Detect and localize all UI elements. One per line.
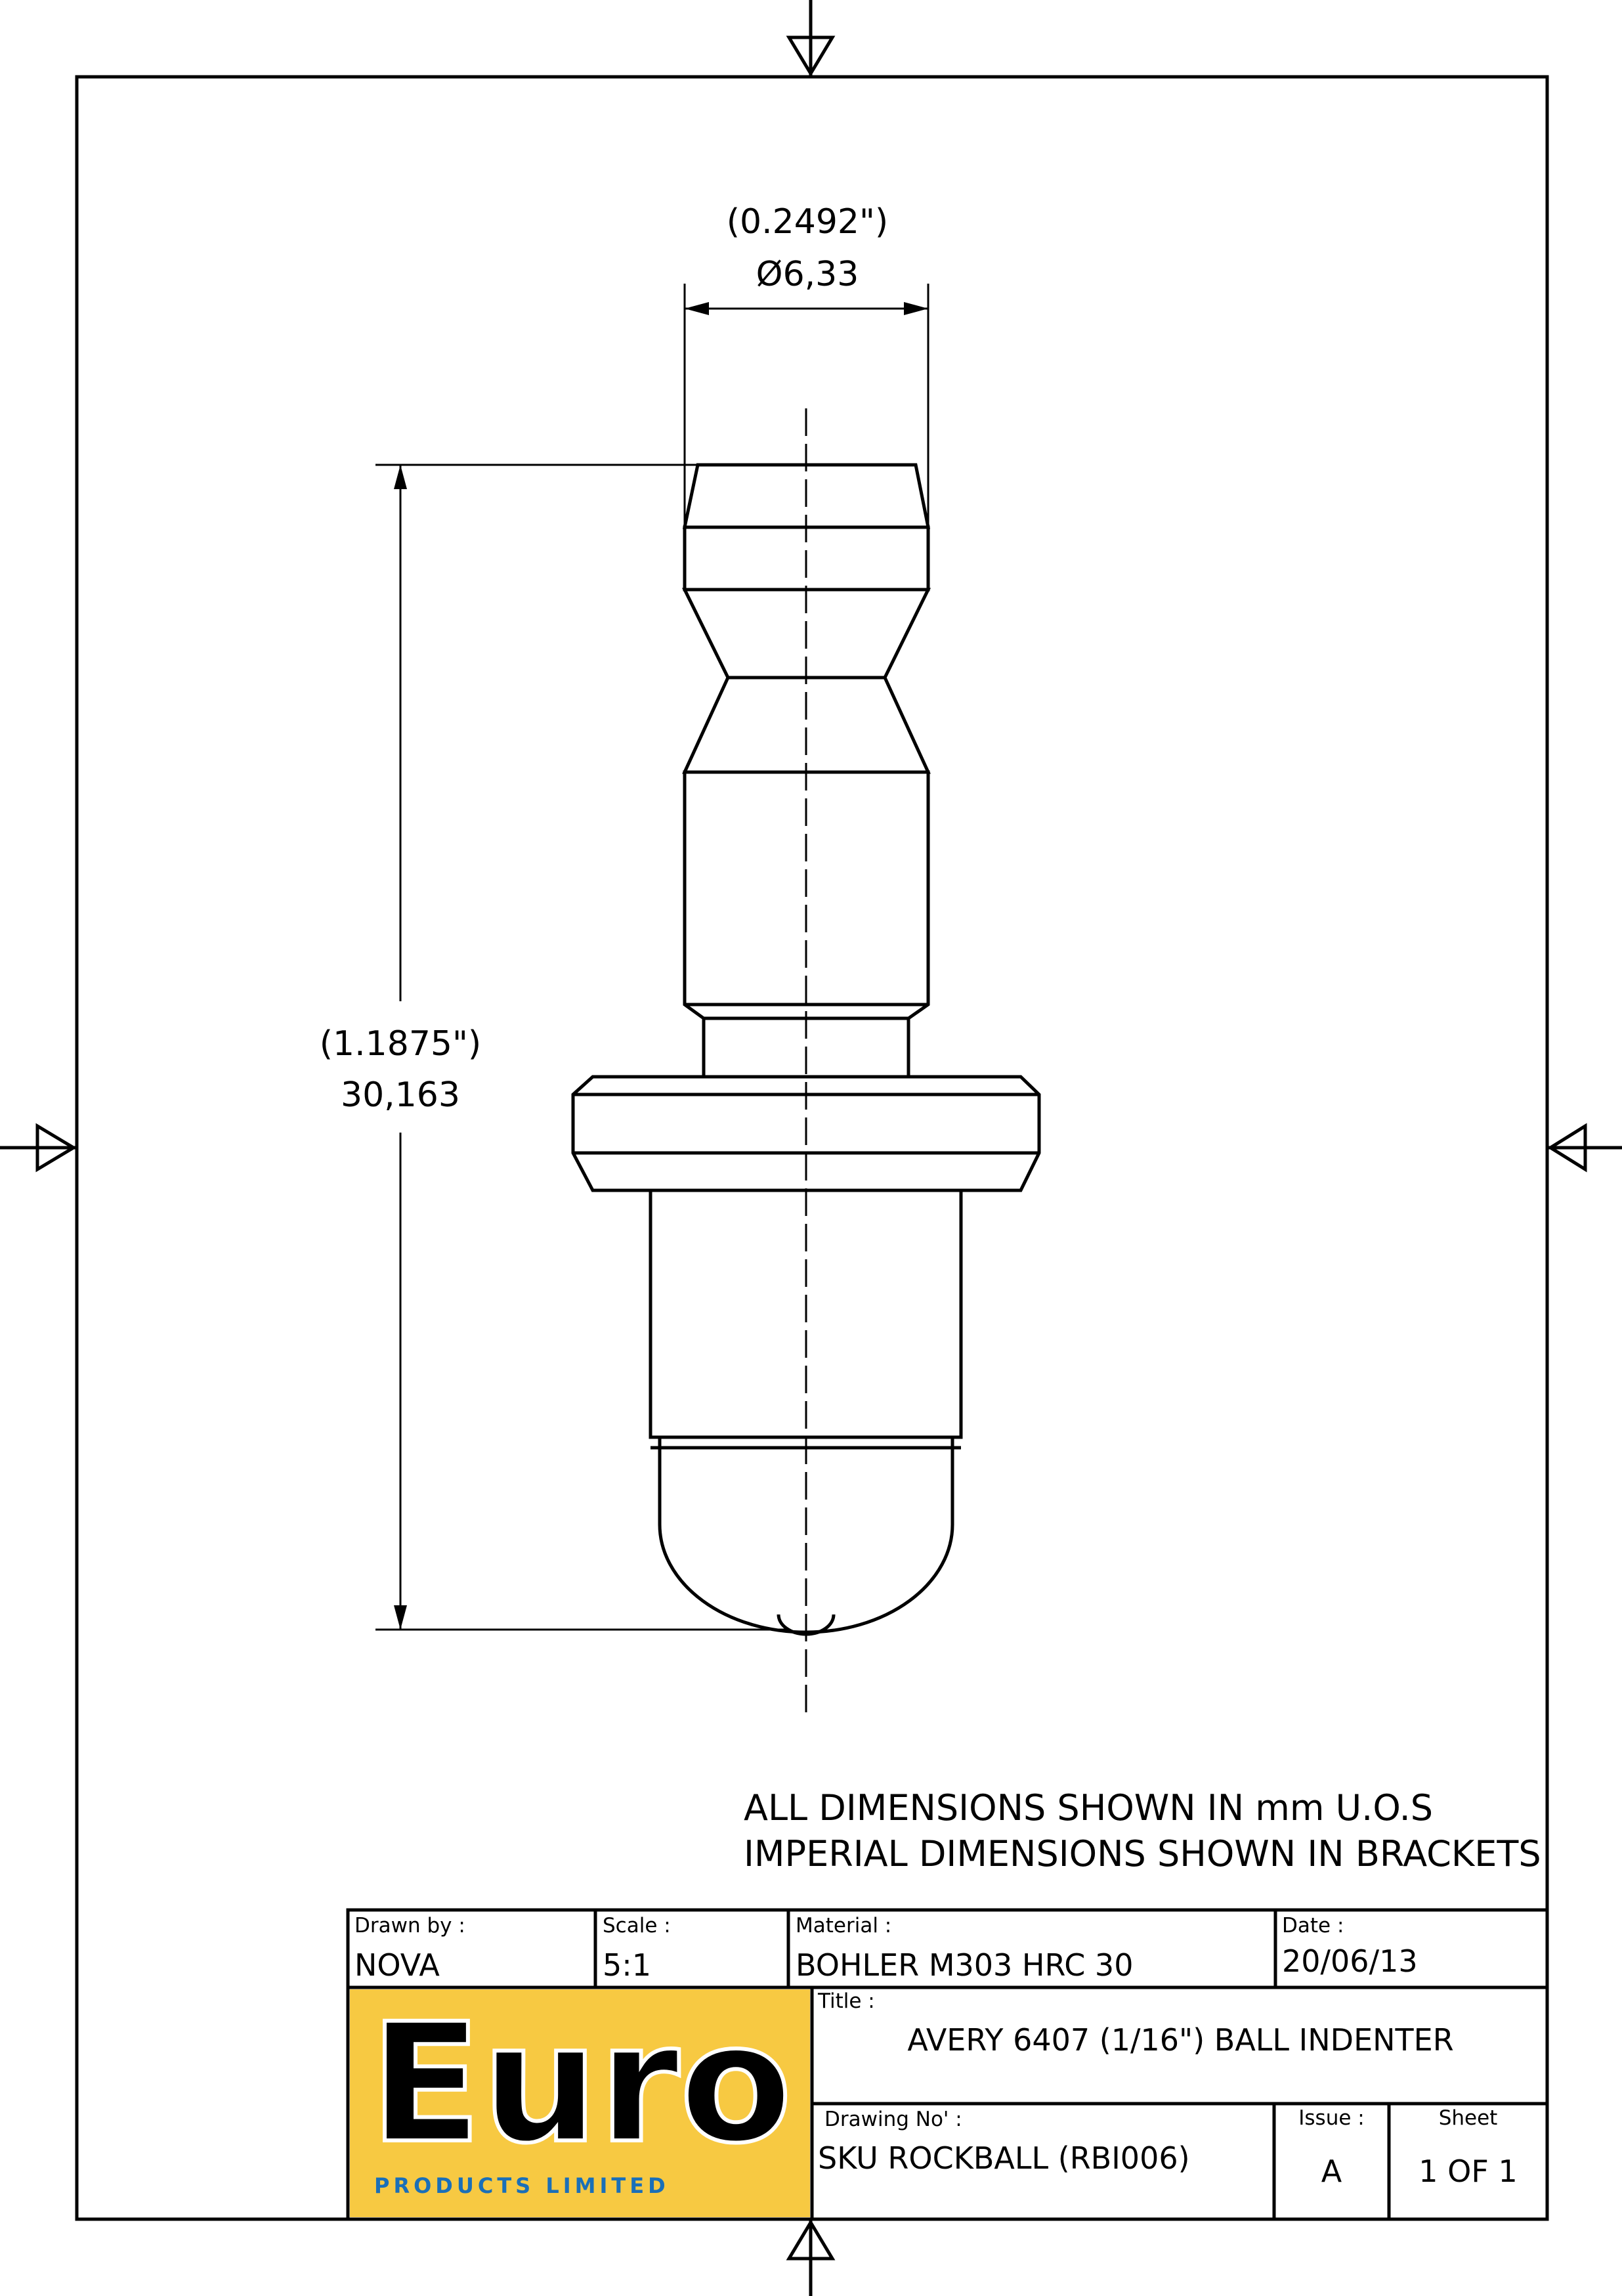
drawn-by-label: Drawn by : [354, 1914, 465, 1938]
sheet-label: Sheet [1438, 2106, 1498, 2130]
material-value: BOHLER M303 HRC 30 [796, 1947, 1134, 1983]
issue-value: A [1321, 2154, 1342, 2189]
issue-label: Issue : [1298, 2106, 1365, 2130]
drawing-no-value: SKU ROCKBALL (RBI006) [818, 2140, 1190, 2176]
left-center-marker [0, 1126, 77, 1169]
scale-value: 5:1 [603, 1947, 652, 1983]
date-label: Date : [1282, 1914, 1344, 1938]
sheet-border [77, 77, 1547, 2219]
diameter-metric-label: Ø6,33 [756, 255, 859, 294]
sheet-value: 1 OF 1 [1419, 2154, 1518, 2189]
drawing-no-label: Drawing No' : [824, 2108, 962, 2131]
title-value: AVERY 6407 (1/16") BALL INDENTER [907, 2022, 1454, 2058]
date-value: 20/06/13 [1282, 1943, 1418, 1979]
note-units: ALL DIMENSIONS SHOWN IN mm U.O.S [744, 1787, 1434, 1829]
drawn-by-value: NOVA [354, 1947, 440, 1983]
note-imperial: IMPERIAL DIMENSIONS SHOWN IN BRACKETS [744, 1833, 1541, 1874]
length-imperial-label: (1.1875") [276, 1024, 525, 1064]
length-metric-label: 30,163 [276, 1075, 525, 1115]
material-label: Material : [796, 1914, 892, 1938]
bottom-center-marker [789, 2219, 832, 2296]
logo-brand: Euro [370, 1988, 792, 2179]
diameter-imperial-label: (0.2492") [726, 202, 889, 242]
right-center-marker [1547, 1126, 1622, 1169]
scale-label: Scale : [603, 1914, 671, 1938]
logo-subtitle: PRODUCTS LIMITED [374, 2173, 670, 2198]
title-label: Title : [818, 1989, 875, 2013]
top-center-marker [789, 0, 832, 77]
